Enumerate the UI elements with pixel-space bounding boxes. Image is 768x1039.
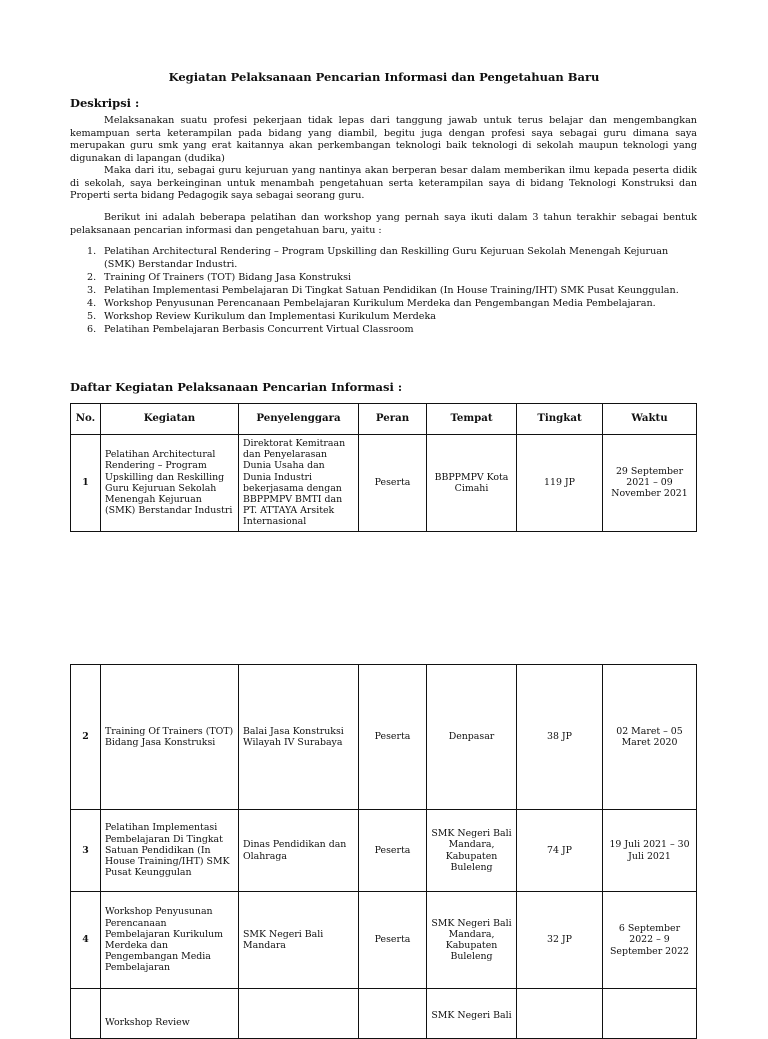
deskripsi-heading: Deskripsi : [70,96,140,110]
cell-waktu: 02 Maret – 05 Maret 2020 [603,665,697,810]
cell-tempat: SMK Negeri Bali [427,989,517,1039]
cell-tingkat: 119 JP [517,435,603,532]
cell-peran [359,989,427,1039]
cell-penyelenggara: Direktorat Kemitraan dan Penyelarasan Dunia Usaha dan Dunia Industri bekerjasama dengan BBPPMPV BMTI dan PT. ATTAYA Arsitek Internasional [239,435,359,532]
cell-no: 2 [71,665,101,810]
list-item [70,284,697,297]
cell-kegiatan: Pelatihan Architectural Rendering – Program Upskilling dan Reskilling Guru Kejuruan Sekolah Menengah Kejuruan (SMK) Berstandar Industri [101,435,239,532]
header-peran: Peran [359,404,427,435]
cell-penyelenggara: SMK Negeri Bali Mandara [239,892,359,989]
table-row [71,665,697,810]
list-number: 6. [87,324,97,335]
header-penyelenggara: Penyelenggara [239,404,359,435]
list-number: 4. [87,298,97,309]
list-item [70,323,697,336]
header-no: No. [71,404,101,435]
cell-peran: Peserta [359,665,427,810]
table-row [71,892,697,989]
list-item [70,310,697,323]
list-item [70,271,697,284]
cell-no: 3 [71,810,101,892]
header-tingkat: Tingkat [517,404,603,435]
cell-waktu [603,989,697,1039]
list-text: Training Of Trainers (TOT) Bidang Jasa Konstruksi [104,272,352,283]
table-row [71,435,697,532]
header-kegiatan: Kegiatan [101,404,239,435]
cell-penyelenggara: Dinas Pendidikan dan Olahraga [239,810,359,892]
cell-tempat: SMK Negeri Bali Mandara, Kabupaten Buleleng [427,892,517,989]
cell-kegiatan: Workshop Penyusunan Perencanaan Pembelajaran Kurikulum Merdeka dan Pengembangan Media Pembelajaran [101,892,239,989]
cell-penyelenggara: Balai Jasa Konstruksi Wilayah IV Surabaya [239,665,359,810]
paragraph-2: Maka dari itu, sebagai guru kejuruan yang nantinya akan berperan besar dalam memberikan ilmu kepada peserta didik di sekolah, saya berkeinginan untuk menambah pengetahuan serta keterampilan saya di bidang Teknologi Konstruksi dan Properti serta bidang Pedagogik saya sebagai seorang guru. [70,165,697,202]
list-text: Pelatihan Implementasi Pembelajaran Di Tingkat Satuan Pendidikan (In House Training/IHT) SMK Pusat Keunggulan. [104,285,679,296]
list-number: 1. [87,246,97,257]
list-item [70,297,697,310]
paragraph-3: Berikut ini adalah beberapa pelatihan dan workshop yang pernah saya ikuti dalam 3 tahun terakhir sebagai bentuk pelaksanaan pencarian informasi dan pengetahuan baru, yaitu : [70,212,697,236]
paragraph-1: Melaksanakan suatu profesi pekerjaan tidak lepas dari tanggung jawab untuk terus belajar dan mengembangkan kemampuan serta keterampilan pada bidang yang diambil, begitu juga dengan profesi saya sebagai guru dimana saya merupakan guru smk yang erat kaitannya akan perkembangan teknologi baik teknologi di sekolah maupun teknologi yang digunakan di lapangan (dudika) [70,115,697,164]
list-text: Workshop Review Kurikulum dan Implementasi Kurikulum Merdeka [104,311,437,322]
cell-tempat: BBPPMPV Kota Cimahi [427,435,517,532]
cell-waktu: 29 September 2021 – 09 November 2021 [603,435,697,532]
daftar-heading: Daftar Kegiatan Pelaksanaan Pencarian Informasi : [70,380,403,394]
table-header-row [71,404,697,435]
cell-no [71,989,101,1039]
cell-no: 1 [71,435,101,532]
cell-waktu: 6 September 2022 – 9 September 2022 [603,892,697,989]
cell-tingkat: 74 JP [517,810,603,892]
cell-tingkat: 32 JP [517,892,603,989]
cell-peran: Peserta [359,892,427,989]
cell-penyelenggara [239,989,359,1039]
page-title: Kegiatan Pelaksanaan Pencarian Informasi dan Pengetahuan Baru [168,70,600,84]
cell-peran: Peserta [359,435,427,532]
activity-table-part-1 [70,403,697,532]
list-number: 2. [87,272,97,283]
cell-kegiatan: Pelatihan Implementasi Pembelajaran Di Tingkat Satuan Pendidikan (In House Training/IHT) SMK Pusat Keunggulan [101,810,239,892]
table-row [71,810,697,892]
cell-tempat: SMK Negeri Bali Mandara, Kabupaten Buleleng [427,810,517,892]
table-row [71,989,697,1039]
header-waktu: Waktu [603,404,697,435]
cell-tempat: Denpasar [427,665,517,810]
cell-kegiatan: Workshop Review [101,989,239,1039]
header-tempat: Tempat [427,404,517,435]
list-number: 3. [87,285,97,296]
cell-kegiatan: Training Of Trainers (TOT) Bidang Jasa Konstruksi [101,665,239,810]
list-text: Pelatihan Pembelajaran Berbasis Concurrent Virtual Classroom [104,324,414,335]
cell-tingkat [517,989,603,1039]
list-text: Pelatihan Architectural Rendering – Program Upskilling dan Reskilling Guru Kejuruan Sekolah Menengah Kejuruan (SMK) Berstandar Industri. [104,246,669,270]
cell-waktu: 19 Juli 2021 – 30 Juli 2021 [603,810,697,892]
cell-peran: Peserta [359,810,427,892]
cell-tingkat: 38 JP [517,665,603,810]
cell-no: 4 [71,892,101,989]
list-item [70,245,697,271]
list-number: 5. [87,311,97,322]
list-text: Workshop Penyusunan Perencanaan Pembelajaran Kurikulum Merdeka dan Pengembangan Media Pembelajaran. [104,298,656,309]
activity-table-part-2 [70,664,697,1039]
training-list [70,245,697,336]
